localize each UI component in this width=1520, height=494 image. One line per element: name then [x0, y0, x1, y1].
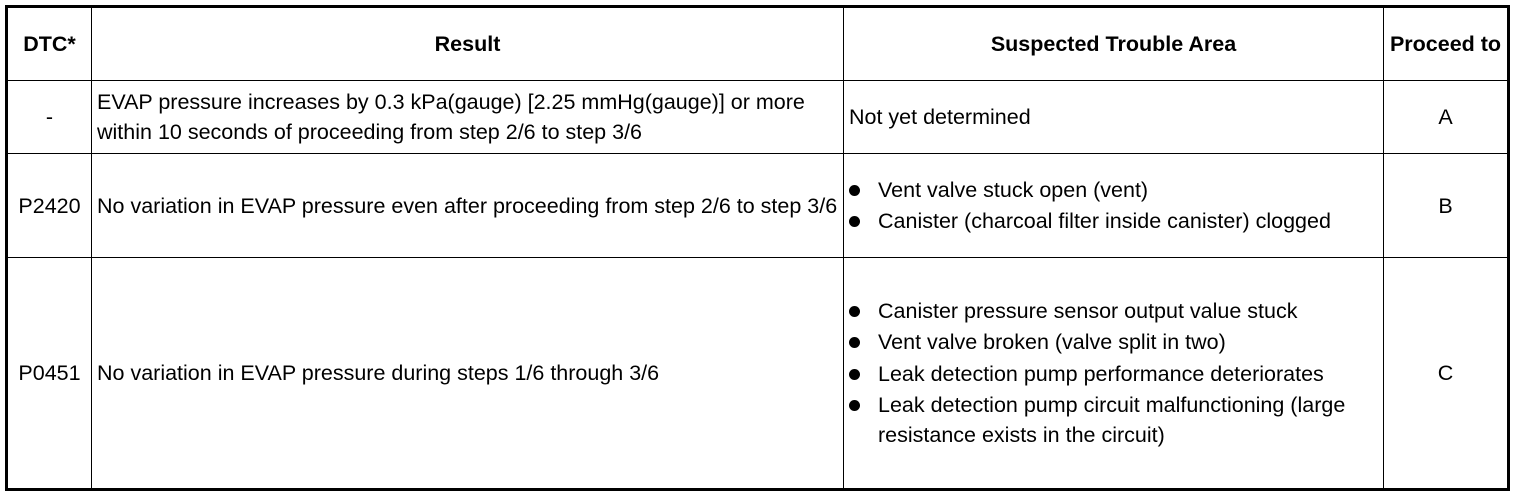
suspected-area-item: Canister (charcoal filter inside canister) clogged — [878, 209, 1331, 234]
suspected-area-item: Canister pressure sensor output value stuck — [878, 298, 1298, 323]
suspected-area-item: Vent valve broken (valve split in two) — [878, 330, 1226, 355]
list-item — [849, 296, 1378, 326]
bullet-icon — [849, 306, 860, 317]
header-dtc: DTC* — [7, 7, 92, 81]
list-item — [849, 359, 1378, 389]
dtc-code: P2420 — [7, 154, 92, 258]
table-row — [7, 258, 1509, 490]
suspected-area-text: Not yet determined — [844, 81, 1384, 154]
proceed-to-value: C — [1384, 258, 1509, 490]
suspected-area-list — [844, 154, 1384, 258]
bullet-icon — [849, 369, 860, 380]
result-text: EVAP pressure increases by 0.3 kPa(gauge) [2.25 mmHg(gauge)] or more within 10 seconds of proceeding from step 2/6 to step 3/6 — [92, 81, 844, 154]
list-item — [849, 175, 1378, 205]
dtc-code: P0451 — [7, 258, 92, 490]
header-suspected-trouble-area: Suspected Trouble Area — [844, 7, 1384, 81]
proceed-to-value: A — [1384, 81, 1509, 154]
suspected-area-item: Leak detection pump performance deteriorates — [878, 361, 1324, 386]
suspected-area-item: Leak detection pump circuit malfunctioning (large resistance exists in the circuit) — [878, 393, 1346, 448]
dtc-result-table — [5, 5, 1510, 491]
bullet-icon — [849, 216, 860, 227]
header-proceed-to: Proceed to — [1384, 7, 1509, 81]
table-row — [7, 154, 1509, 258]
result-text: No variation in EVAP pressure during steps 1/6 through 3/6 — [92, 258, 844, 490]
table-header-row — [7, 7, 1509, 81]
list-item — [849, 390, 1378, 450]
bullet-icon — [849, 185, 860, 196]
bullet-icon — [849, 337, 860, 348]
dtc-code: - — [7, 81, 92, 154]
proceed-to-value: B — [1384, 154, 1509, 258]
bullet-icon — [849, 400, 860, 411]
list-item — [849, 206, 1378, 236]
suspected-area-item: Vent valve stuck open (vent) — [878, 177, 1149, 202]
header-result: Result — [92, 7, 844, 81]
table-row — [7, 81, 1509, 154]
suspected-area-list — [844, 258, 1384, 490]
list-item — [849, 327, 1378, 357]
result-text: No variation in EVAP pressure even after proceeding from step 2/6 to step 3/6 — [92, 154, 844, 258]
